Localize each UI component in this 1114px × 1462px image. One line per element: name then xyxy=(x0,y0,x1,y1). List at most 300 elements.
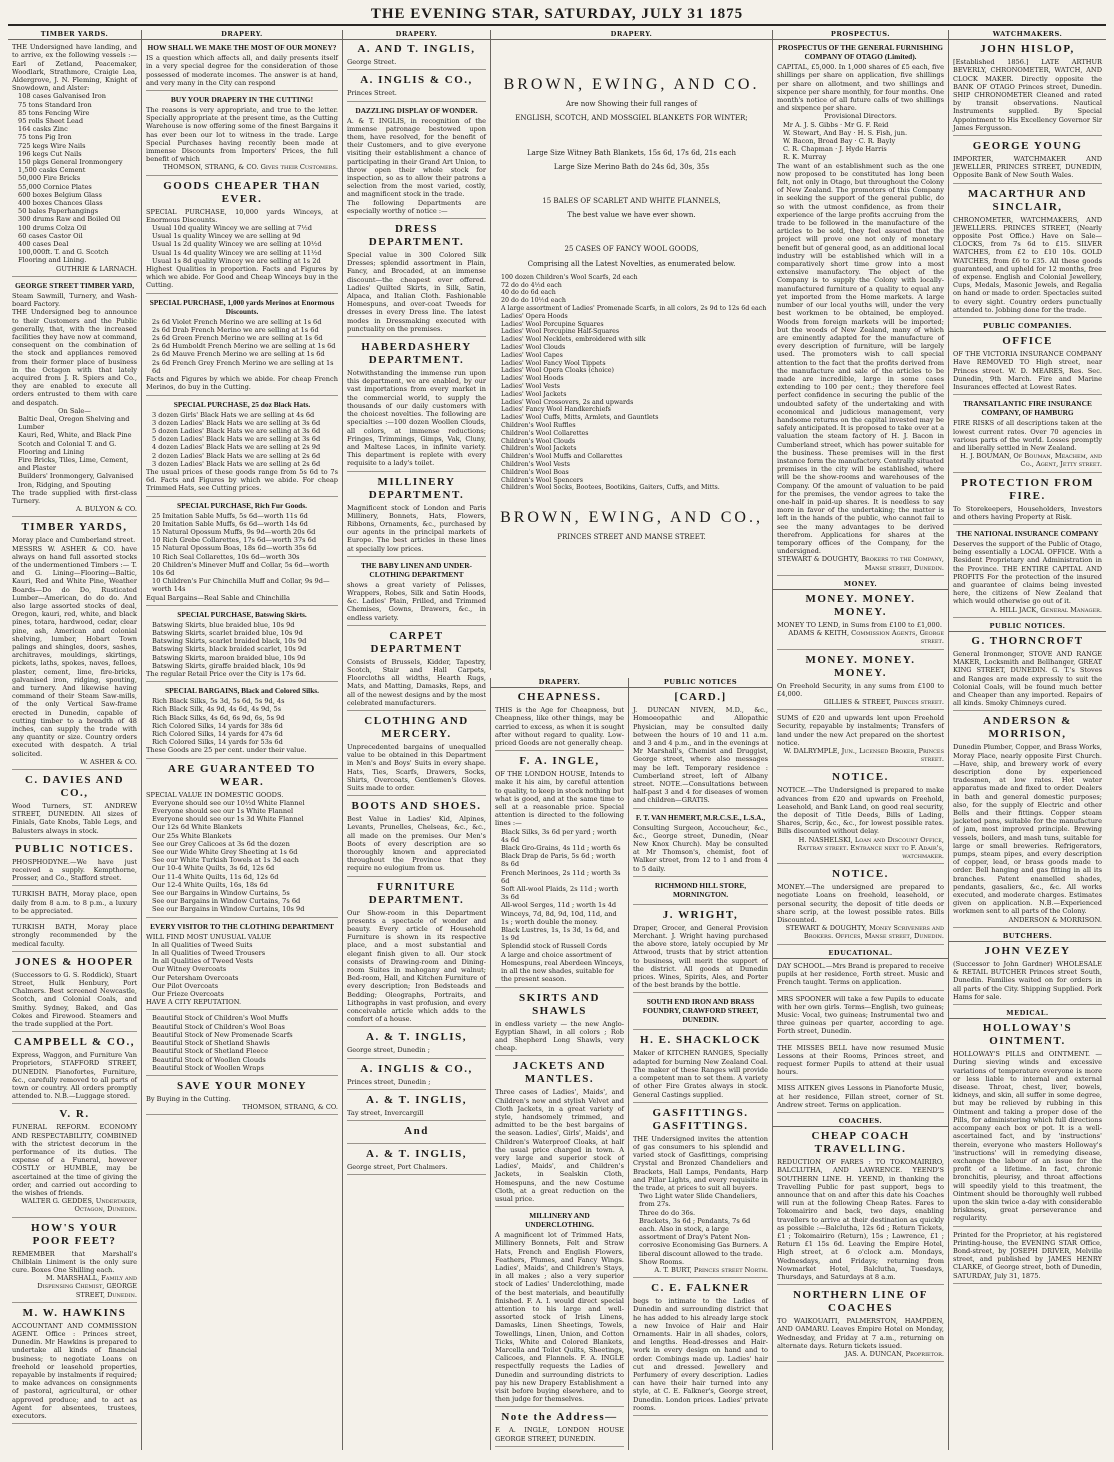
ad-body: THIS is the Age for Cheapness, but Cheapness, like other things, may be carried to excess, as when it is sought after without regard to quality. Low-priced Goods are not generally cheap. xyxy=(495,706,624,748)
section-header: PUBLIC COMPANIES. xyxy=(949,322,1106,332)
ad-title: M. W. HAWKINS xyxy=(22,1306,127,1319)
list-item: 15 Natural Opossum Boas, 18s 6d—worth 35s 6d xyxy=(152,544,317,553)
list-item: Rich Black Silk, 4s 9d, 4s 6d, 4s 9d, 5s xyxy=(152,705,282,714)
list-item: Batswing Skirts, black braided scarlet, 10s 9d xyxy=(152,645,307,654)
ad-body: (Successor to John Gardner) WHOLESALE & RETAIL BUTCHER Princes street South, Dunedin. Families waited on for orders in all parts of the City. Shipping Supplied. Pork Hams for sale. xyxy=(953,960,1102,1001)
ad-block xyxy=(953,140,1102,184)
brown-item: Children's Wool Jackets xyxy=(501,445,577,453)
ad-body: Princes Street. xyxy=(347,89,397,98)
brown-item: 20 do do 10½d each xyxy=(501,297,566,305)
ad-block xyxy=(495,755,624,987)
list-item: 75 tons Pig Iron xyxy=(18,133,72,142)
ad-body: Draper, Grocer, and General Provision Merchant. J. Wright having purchased the above store, lately occupied by Mr Attwood, trusts that by strict attention to business, will merit the support of the district. All goods at Dunedin prices. Wines, Spirits, Ales, and Porter of the best brands by the bottle. xyxy=(633,923,768,990)
list-item: In all Qualities of Tweed Trousers xyxy=(152,949,266,958)
ad-block xyxy=(146,298,338,396)
list-item: Usual 10d quality Wincey we are selling at 7½d xyxy=(152,224,312,233)
column-public-notices xyxy=(628,678,772,1450)
list-item: Our Pilot Overcoats xyxy=(152,981,219,990)
list-item: Everyone should see our 1s 3d White Flannel xyxy=(152,815,304,824)
ad-body: George street, Dunedin ; xyxy=(347,1046,430,1055)
ad-body: J. DUNCAN NIVEN, M.D., &c., Homoeopathic and Allopathic Physician, may be consulted daily between the hours of 10 and 11 a.m. and 3 and 4 p.m., and in the evenings at Mr Marshall's, Chemist and Druggist, George street, where also messages may be left. Temporary residence : Cumberland street, left of Albany street. NOTE.—Consultations between half-past 3 and 4 for diseases of women and children—GRATIS. xyxy=(633,706,768,805)
list-item: 10 Children's Fur Chinchilla Muff and Collar, 9s 9d—worth 14s xyxy=(152,577,330,594)
ad-block xyxy=(12,521,137,770)
list-item: 75 tons Standard Iron xyxy=(18,100,92,109)
ad-title: GOODS CHEAPER THAN EVER. xyxy=(163,179,321,205)
ad-list xyxy=(777,121,944,162)
ad-block xyxy=(146,763,338,918)
ad-title: HOLLOWAY'S OINTMENT. xyxy=(982,1022,1073,1048)
ad-body: MISS AITKEN gives Lessons in Pianoforte Music, at her residence, Fillan street, corner of St. Andrew street. Terms on application. xyxy=(777,1084,944,1109)
ad-title: SPECIAL PURCHASE, Rich Fur Goods. xyxy=(176,500,308,510)
brown-item: Ladies' Wool Necklets, embroidered with silk xyxy=(501,336,646,344)
ad-block xyxy=(495,1060,624,1207)
section-header: WATCHMAKERS. xyxy=(949,30,1106,40)
list-item: Everyone should see our 1s White Flannel xyxy=(152,807,294,816)
ad-title: MILLINERY DEPARTMENT. xyxy=(368,475,465,501)
list-item: Mr A. J. S. Gibbs · Mr G. F. Reid xyxy=(783,120,889,129)
brown-item: Children's Wool Ruffles xyxy=(501,421,576,429)
brown-item: Ladies' Wool Porcupine Squares xyxy=(501,320,604,328)
brown-item: Children's Wool Collarettes xyxy=(501,429,589,437)
ad-block xyxy=(347,476,486,557)
ad-body: ACCOUNTANT AND COMMISSION AGENT. Office : Princes street, Dunedin. Mr Hawkins is prepared to undertake all kinds of financial business; to negotiate Loans on freehold or leasehold properties, repayable by instalments if required; to make advances on consignments of pastoral, agricultural, or other approved produce; and to act as Agent for absentees, trustees, executors. xyxy=(12,1321,137,1421)
list-item: 400 boxes Chances Glass xyxy=(18,199,103,208)
ad-title: TIMBER YARDS, xyxy=(21,521,128,534)
ad-body: Princes street, Dunedin ; xyxy=(347,1077,431,1086)
list-item: 5 dozen Ladies' Black Hats we are selling at 3s 6d xyxy=(152,426,321,435)
section-header: PROSPECTUS. xyxy=(773,30,948,40)
column-header: PUBLIC NOTICES xyxy=(629,678,772,688)
ad-list xyxy=(146,411,338,468)
ad-body: Tay street, Invercargill xyxy=(347,1108,424,1117)
ad-block xyxy=(777,995,944,1040)
ad-body: shows a great variety of Pelisses, Wrappers, Robes, Silk and Satin Hoods, &c. Ladies' Plain, Frilled, and Trimmed Chemises, Gowns, Drawers, &c., in endless variety. xyxy=(347,580,486,622)
ad-body: Deserves the support of the Public of Otago, being essentially a LOCAL OFFICE. With a Resident Proprietary and Administration in the Province. THE ENTIRE CAPITAL AND PROFITS For the protection of the insured and guarantee of claims being invested here, the citizens of New Zealand that which would otherwise go out of it. xyxy=(953,539,1102,606)
ad-body: A magnificent lot of Trimmed Hats, Millinery Bonnets, Felt and Straw Hats, French and English Flowers, Feathers, Plumes, and Fancy Wings. Ladies', Maids', and Children's Stays, in all makes ; also a very superior stock of Ladies' Underclothing, made of the best materials, and beautifully finished. F. A. I. would direct special attention to his large and well-assorted stock of Irish Linens, Damasks, Linen Sheetings, Towels, Towellings, Linen, Union, and Cotton Ticks, White and Colored Blankets, Marcella and Toilet Quilts, Sheetings, Calicoes, and Flannels. F. A. INGLE respectfully requests the Ladies of Dunedin and surrounding districts to pay his new Drapery Establishment a visit before buying elsewhere, and to then judge for themselves. xyxy=(495,1231,624,1404)
ad-block xyxy=(777,1130,944,1285)
brown-header: DRAPERY. xyxy=(491,30,772,40)
ad-title: V. R. xyxy=(59,1108,90,1121)
ad-title: F. A. INGLE, xyxy=(519,755,600,768)
ad-block xyxy=(12,774,137,839)
list-item: Our Witney Overcoats xyxy=(152,965,227,974)
list-item: Three do do 36s. xyxy=(639,1208,696,1217)
ad-title: HOW'S YOUR POOR FEET? xyxy=(30,1221,118,1247)
ad-block xyxy=(633,997,768,1030)
ad-signature: THOMSON, STRANG, & CO. xyxy=(242,1103,338,1112)
brown-item: 40 do do 6d each xyxy=(501,289,556,297)
ad-title: G. THORNCROFT xyxy=(971,634,1084,647)
ad-block xyxy=(347,715,486,796)
list-item: Usual 1s 8d quality Wincey we are selling at 1s 2d xyxy=(152,256,321,265)
ad-signature: WALTER G. GEDDES, Undertaker, Octagon, Dunedin. xyxy=(21,1197,137,1214)
list-item: See our Bargains in Window Curtains, 5s xyxy=(152,889,290,898)
ad-title: SOUTH END IRON AND BRASS FOUNDRY, CRAWFORD STREET, DUNEDIN. xyxy=(642,997,759,1025)
list-item: French Merinoes, 2s 11d ; worth 3s 6d xyxy=(501,868,621,885)
ad-list xyxy=(146,318,338,375)
ad-body: SPECIAL VALUE IN DOMESTIC GOODS. xyxy=(146,790,284,799)
ad-list xyxy=(146,799,338,914)
ad-block xyxy=(347,1125,486,1144)
ad-body: HOLLOWAY'S PILLS and OINTMENT. — During sieving winds and excessive variations of temperature everyone is more or less liable to internal and external disease. Throat, chest, liver, bowels, kidneys, and skin, all suffer in some degree, but may be relieved by rubbing in this Ointment and taking a proper dose of the Pills, for administering which full directions accompany each box or pot. It is a well-ascertained fact, and by 'instructions' therein, everyone who masters Holloway's 'instructions' will in remedying disease, exchange the labour of an issue for the profit of a lifetime. In fact, chronic bronchitis, pleurisy, and throat affections will speedily yield to this treatment, the Ointment should be thoroughly well rubbed upon the skin twice a-day with considerable briskness, great perseverance and regularity. xyxy=(953,1050,1102,1223)
list-item: W. Bacon, Broad Bay · C. R. Bayly xyxy=(783,137,896,146)
ad-body: PHOSPHODYNE.—We have just received a supply. Kempthorne, Prosser, and Co., Stafford street. xyxy=(12,857,137,883)
list-item: Usual 1s quality Wincey we are selling at 9d xyxy=(152,232,301,241)
ad-block xyxy=(777,1044,944,1081)
ad-body: NOTICE.—The Undersigned is prepared to make advances from £20 and upwards on Freehold, Leasehold, and Bank Land, on good real security, the deposit of Title Deeds, Bills of Lading, Shares, Scrip, &c., &c., for lowest possible rates. Bills discounted without delay. xyxy=(777,786,944,836)
ad-body: THE Undersigned invites the attention of gas consumers to his splendid and varied stock of Gasfittings, comprising Crystal and Bronzed Chandeliers and Brackets, Hall Lamps, Pendants, Harp and Pillar Lights, and every requisite in the trade, at prices to suit all buyers. xyxy=(633,1134,768,1192)
ad-body: SPECIAL PURCHASE, 10,000 yards Winceys, at Enormous Discounts. xyxy=(146,207,338,224)
ad-block xyxy=(777,771,944,864)
ad-body: Maker of KITCHEN RANGES, Specially adapted for burning New Zealand Coal. The maker of these Ranges will provide a competent man to set them. A variety of other Fire Grates always in stock. General Castings supplied. xyxy=(633,1049,768,1099)
list-item: 300 drums Raw and Boiled Oil xyxy=(18,215,121,224)
list-item: 100 drums Colza Oil xyxy=(18,223,87,232)
ad-body: REMEMBER that Marshall's Chilblain Liniment is the only sure cure. Boxes One Shilling each. xyxy=(12,1249,137,1274)
ad-body: Unprecedented bargains of unequalled value to be obtained in this Department in Men's and Boys' Suits in every shape. Hats, Ties, Scarfs, Drawers, Socks, Shirts, Overcoats, Gentlemen's Gloves. Suits made to order. xyxy=(347,742,486,792)
ad-block xyxy=(777,868,944,944)
ad-block xyxy=(347,1094,486,1121)
ad-block xyxy=(633,881,768,905)
ad-title: THE NATIONAL INSURANCE COMPANY xyxy=(956,528,1099,538)
ad-signature: A. HILL JACK, General Manager. xyxy=(990,605,1102,614)
ad-block xyxy=(146,1080,338,1115)
ad-body: Express, Waggon, and Furniture Van Proprietors, STAFFORD STREET, DUNEDIN. Pianofortes, Furniture, &c., carefully removed to all parts of town or country. All orders promptly attended to. N.B.—Luggage stored. xyxy=(12,1051,137,1101)
ad-title: A. & T. INGLIS, xyxy=(366,1093,467,1106)
list-item: Usual 1s 2d quality Wincey we are selling at 10½d xyxy=(152,240,322,249)
ad-signature: JAS. A. DUNCAN, Proprietor. xyxy=(844,1350,944,1358)
ad-body: Consists of Brussels, Kidder, Tapestry, Scotch, Stair and Hall Carpets, Floorcloths all widths, Hearth Rugs, Mats, and Matting, Damasks, Reps, and all of the newest designs and by the most celebrated manufacturers. xyxy=(347,657,486,707)
ad-title: SPECIAL PURCHASE, Batswing Skirts. xyxy=(177,609,307,619)
ad-signature: ADAMS & KEITH, Commission Agents, George street. xyxy=(788,629,944,646)
list-item: Beautiful Stock of Woollen Clouds xyxy=(152,1055,266,1064)
ad-body: A. & T. INGLIS, in recognition of the immense patronage bestowed upon them, have resolved, for the benefit of their Customers, and to give everyone visiting their establishment a chance of participating in their Grand Art Union, to throw open their whole stock for inspection, so as to allow their patrons a selection from the most varied, costly, and magnificent stock in the trade. xyxy=(347,116,486,199)
column-watchmakers xyxy=(948,30,1106,1450)
list-item: Beautiful Stock of Children's Wool Muffs xyxy=(152,1014,288,1023)
ad-body: WILL FIND MOST UNUSUAL VALUE xyxy=(146,932,272,941)
list-item: 10 Rich Grebe Collarettes, 17s 6d—worth 37s 6d xyxy=(152,536,317,545)
brown-item: Children's Wool Socks, Bootees, Bootikins, Gaiters, Cuffs, and Mitts. xyxy=(501,484,720,492)
ad-body: TURKISH BATH, Moray place strongly recommended by the medical faculty. xyxy=(12,923,137,948)
ad-block xyxy=(347,1063,486,1090)
ad-body: George Street. xyxy=(347,58,397,67)
brown-title: BROWN, EWING, AND CO. xyxy=(503,76,760,94)
ad-block xyxy=(953,1022,1102,1226)
ad-block xyxy=(633,1107,768,1278)
ad-title: SKIRTS AND SHAWLS xyxy=(519,991,600,1017)
ad-block xyxy=(347,106,486,219)
ad-title: JOHN VEZEY xyxy=(984,945,1071,958)
ad-block xyxy=(953,399,1102,472)
list-item: 20 Imitation Sable Muffs, 6s 6d—worth 14s 6d xyxy=(152,519,308,528)
ad-block xyxy=(633,909,768,994)
list-item: Batswing Skirts, scarlet braided black, 10s 9d xyxy=(152,637,307,646)
ad-block xyxy=(347,800,486,876)
brown-item: Ladies' Wool Capes xyxy=(501,351,563,359)
list-item: Usual 1s 4d quality Wincey we are selling at 11½d xyxy=(152,248,322,257)
brown-lead: Are now Showing their full ranges of xyxy=(565,100,698,109)
ad-body: SUMS of £20 and upwards lent upon Freehold Security, repayable by instalments; Transfers of land under the new Act prepared on the shortest notice. xyxy=(777,714,944,747)
list-item: In all Qualities of Tweed Vests xyxy=(152,957,254,966)
ad-title: A. & T. INGLIS, xyxy=(366,1148,467,1161)
list-item: Baltic Deal, Oregon Shelving and Lumber xyxy=(18,414,130,432)
brown-item: 100 dozen Children's Wool Scarfs, 2d each xyxy=(501,273,638,281)
list-item: 108 cases Galvanised Iron xyxy=(18,92,106,101)
list-item: Batswing Skirts, blue braided blue, 10s 9d xyxy=(152,620,295,629)
ad-title: JOHN HISLOP, xyxy=(980,43,1075,56)
list-item: See our Wide White Grey Sheeting at 1s 6d xyxy=(152,848,298,857)
list-item: Rich Colored Silks, 14 yards for 53s 6d xyxy=(152,738,283,747)
brown-fancy-sub: Comprising all the Latest Novelties, as enumerated below. xyxy=(527,259,736,268)
list-item: Winceys, 7d, 8d, 9d, 10d, 11d, and 1s ; worth double the money. xyxy=(501,909,617,926)
ad-title: CHEAP COACH TRAVELLING. xyxy=(811,1130,910,1156)
ad-signature: THOMSON, STRANG, & CO. Gives their Customers. xyxy=(162,163,338,172)
ad-note: HAVE A CITY REPUTATION. xyxy=(146,998,242,1007)
brown-address: PRINCES STREET AND MANSE STREET. xyxy=(557,533,706,542)
ad-body: Three cases of Ladies', Maids', and Children's new and stylish Velvet and Cloth Jackets, in a great variety of style, handsomely trimmed, and admitted to be the best bargains of the season. Ladies', Girls', Maids', and Children's Waterproof Cloaks, at half the usual price charged in town. A very large and superior stock of Ladies', Maids', and Children's Jackets, in Sealskin Cloth, Homespuns, and the new Costume Cloth, at a great reduction on the usual price. xyxy=(495,1088,624,1203)
ad-title: CLOTHING AND MERCERY. xyxy=(364,714,469,740)
ad-title: A. INGLIS & CO., xyxy=(360,1062,473,1075)
ad-note: The usual prices of these goods range from 5s 6d to 7s 6d. Facts and Figures by which we abide. For cheap Trimmed Hats, see Cutting prices. xyxy=(146,467,338,493)
ad-block xyxy=(146,501,338,606)
ad-body: TURKISH BATH, Moray place, open daily from 8 a.m. to 8 p.m., a luxury to be appreciated. xyxy=(12,890,137,915)
list-item: See our Bargains in Window Curtains, 7s 6d xyxy=(152,897,301,906)
section-header: MONEY. xyxy=(773,580,948,590)
brown-item: Ladies' Wool Porcupine Half-Squares xyxy=(501,328,620,336)
ad-block xyxy=(146,400,338,497)
ad-title: CARPET DEPARTMENT xyxy=(370,629,463,655)
ad-block xyxy=(633,1282,768,1416)
list-item: Rich Colored Silks, 14 yards for 38s 6d xyxy=(152,721,283,730)
ad-title: Note the Address— xyxy=(501,1411,618,1424)
list-item: See our Grey Calicoes at 3s 6d the dozen xyxy=(152,839,290,848)
ad-title: [CARD.] xyxy=(674,691,727,704)
list-item: 50,000 Fire Bricks xyxy=(18,174,81,183)
ad-body: CHRONOMETER, WATCHMAKERS, AND JEWELLERS. PRINCES STREET, (Nearly opposite Post Office.) Have on Sale— CLOCKS, from 7s 6d to £15. SILVER WATCHES, from £2 to £10 10s. GOLD WATCHES, from £6 to £35. All these goods guaranteed, and upheld for 12 months, free of expense. English and Colonial Jewellery, Cups, Medals, Masonic Jewels, and Regalia on hand or made to order. Spectacles suited to every sight. Country orders punctually attended to. Jobbing done for the trade. xyxy=(953,215,1102,314)
ad-body: George street, Port Chalmers. xyxy=(347,1163,448,1172)
ad-title: A. & T. INGLIS, xyxy=(366,1031,467,1044)
ad-body: DAY SCHOOL.—Mrs Brand is prepared to receive pupils at her residence, Forth street. Music and French taught. Terms on application. xyxy=(777,961,944,987)
ad-body: REDUCTION OF FARES : TO TOKOMAIRIRO, BALCLUTHA, AND LAWRENCE. YEEND'S SOUTHERN LINE. H. YEEND, in thanking the Travelling Public for past support, begs to announce that on and after this date his Coaches will run at the following Cheap Rates. Fares to Tokomairiro and back, two days, enabling travellers to arrive at their destination as quickly as possible :—Balclutha, 12s 6d ; Return Tickets, £1 ; Tokomairiro (Return), 15s ; Lawrence, £1 ; Return £1 15s 6d. Leaving the Empire Hotel, High street, at 6 o'clock a.m. Mondays, Wednesdays, and Fridays; returning from Nowmarket Hotel, Balclutha, Tuesdays, Thursdays, and Saturdays at 8 a.m. xyxy=(777,1158,944,1281)
list-item: 725 kegs Wire Nails xyxy=(18,141,86,150)
list-item: 600 boxes Belgium Glass xyxy=(18,190,102,199)
list-item: 3 dozen Girls' Black Hats we are selling at 4s 6d xyxy=(152,410,315,419)
brown-ewing-ad xyxy=(490,30,772,670)
ad-title: GEORGE STREET TIMBER YARD, xyxy=(14,280,135,290)
list-item: 3 dozen Ladies' Black Hats we are selling at 2s 6d xyxy=(152,459,321,468)
ad-body: OF THE VICTORIA INSURANCE COMPANY Have REMOVED TO High street, near Princes street. W. D. MEARES, Res. Sec. Dunedin, 9th March. Fire and Marine Insurances effected at Lowest Rates. xyxy=(953,350,1102,392)
ad-block xyxy=(347,341,486,471)
list-item: 2 dozen Ladies' Black Hats we are selling at 2s 6d xyxy=(152,451,321,460)
list-item: 164 casks Zinc xyxy=(18,125,68,134)
ad-title: BUY YOUR DRAPERY IN THE CUTTING! xyxy=(170,95,314,105)
ad-block xyxy=(953,335,1102,395)
ad-body: Magnificent stock of London and Paris Millinery, Bonnets, Hats, Flowers, Ribbons, Ornaments, &c., purchased by our agents in the principal markets of Europe. The best articles in these lines at specially low prices. xyxy=(347,503,486,553)
list-item: 25 Imitation Sable Muffs, 5s 6d—worth 11s 6d xyxy=(152,511,308,520)
ad-body: THE Undersigned beg to announce to their Customers and the Public generally, that, with the increased facilities they have now at command, consequent on the combination of the stock and appliances removed from their former place of business in the Octagon with that lately acquired from J. R. Spiers and Co., they are enabled to execute all orders entrusted to them with care and despatch. xyxy=(12,308,137,407)
column-timber xyxy=(8,30,141,1450)
ad-block xyxy=(347,1148,486,1175)
ad-body: TO WAIKOUAITI, PALMERSTON, HAMPDEN, AND OAMARU. Leaves Empire Hotel on Monday, Wednesday, and Friday at 7 a.m., returning on alternate days. Return tickets issued. xyxy=(777,1317,944,1350)
brown-line-3: Large Size Merino Bath do 24s 6d, 30s, 35s xyxy=(553,162,710,171)
ad-block xyxy=(146,686,338,758)
ad-list xyxy=(495,828,624,984)
column-drapery-2 xyxy=(342,30,490,1450)
ad-body: (Successors to G. S. Roddick), Stuart Street, Hulk Henbury, Port Chalmers. Best screened Newcastle, Scotch, and Colonial Coals, and Smithy. Sydney, Baked, and Gas Cokes and Firewood. Steamers and the trade supplied at the Port. xyxy=(12,970,137,1028)
ad-title: JONES & HOOPER xyxy=(15,955,134,968)
brown-item: Children's Wool Muffs and Collarettes xyxy=(501,453,623,461)
ad-body: Our Show-room in this Department presents a spectacle of wonder and beauty. Every article of Household Furniture is shown in its respective place, and a most substantial and elegant finish given to all. Our stock consists of Drawing-room and Dining-room Suites in mahogany and walnut; Bed-room, Hall, and Kitchen Furniture of every description; Iron Bedsteads and Bedding; Oleographs, Portraits, and Lithographs in vast profusion, and every conceivable article which adds to the comfort of a house. xyxy=(347,908,486,1024)
columns xyxy=(8,30,1106,1450)
list-item: 3 dozen Ladies' Black Hats we are selling at 3s 6d xyxy=(152,418,321,427)
ad-list xyxy=(146,1014,338,1071)
ad-signature: STEWART & DOUGHTY, Brokers to the Company, Manse street, Dunedin. xyxy=(777,555,944,572)
list-item: Our 25s White Blankets xyxy=(152,831,232,840)
ad-block xyxy=(146,1014,338,1075)
ad-title: RICHMOND HILL STORE, MORNINGTON. xyxy=(654,880,747,899)
list-item: Our 11-4 White Quilts, 11s 6d, 12s 6d xyxy=(152,872,279,881)
list-item: 2s 6d French Grey French Merino we are selling at 1s 6d xyxy=(152,358,334,375)
ad-block xyxy=(495,1211,624,1407)
ad-title: FURNITURE DEPARTMENT. xyxy=(368,880,465,906)
list-item: 50 bales Paperhangings xyxy=(18,207,99,216)
brown-item: A large assortment of Ladies' Promenade Scarfs, in all colors, 2s 9d to 12s 6d each xyxy=(501,305,767,313)
ad-signature: H. NASHELSKI, Loan and Discount Office, Rattray street. Entrance next to F. Adair's, watchmaker. xyxy=(797,835,944,861)
brown-item: 72 do do 4½d each xyxy=(501,281,562,289)
ad-block xyxy=(953,635,1102,711)
list-item: Beautiful Stock of Shetland Shawls xyxy=(152,1039,270,1048)
ad-block xyxy=(633,691,768,808)
ad-title: MONEY. MONEY. MONEY. xyxy=(805,653,916,679)
list-item: Black Gro-Grains, 4s 11d ; worth 6s xyxy=(501,844,621,853)
list-item: 2s 6d Mauve French Merino we are selling at 1s 6d xyxy=(152,350,325,359)
column-prospectus xyxy=(772,30,948,1450)
list-item: Our Frieze Overcoats xyxy=(152,990,224,999)
ad-body: THE MISSES BELL have now resumed Music Lessons at their Rooms, Princes street, and request former Pupils to attend at their usual hours. xyxy=(777,1043,944,1077)
list-item: Rich Black Silks, 5s 3d, 5s 6d, 5s 9d, 4s xyxy=(152,697,285,706)
ad-title: MACARTHUR AND SINCLAIR, xyxy=(967,187,1088,213)
ad-title: DRESS DEPARTMENT. xyxy=(368,223,465,249)
ad-block xyxy=(12,43,137,277)
ad-block xyxy=(12,1036,137,1104)
list-item: 4 dozen Ladies' Black Hats we are selling at 2s 9d xyxy=(152,443,321,452)
list-item: Our 10-4 White Quilts, 3s 6d, 12s 6d xyxy=(152,864,275,873)
list-item: Beautiful Stock of New Promenade Scarfs xyxy=(152,1030,293,1039)
list-item: Fire Bricks, Tiles, Lime, Cement, and Plaster xyxy=(18,455,129,473)
brown-item: Ladies' Wool Vests xyxy=(501,382,561,390)
ad-title: SPECIAL PURCHASE, 25 doz Black Hats. xyxy=(173,399,311,409)
list-item: 2s 6d Drab French Merino we are selling at 1s 6d xyxy=(152,325,319,334)
ad-block xyxy=(146,43,338,91)
list-item: Black Drap de Paris, 5s 6d ; worth 8s 6d xyxy=(501,852,616,869)
section-header: MEDICAL. xyxy=(949,1009,1106,1019)
ad-note: The want of an establishment such as the one now proposed to be constituted has long been felt, not only in Otago, but throughout the Colony of New Zealand. The promoters of this Company in seeking the support of the general public, do so with the utmost confidence, as from their experience of the large profits accruing from the trade to be followed in the manufacture of the articles to be sold, they feel assured that the project will prove one not only of monetary benefit but of general good, as an additional local industry will be established which will in a comparatively short time grow into a most extensive manufactory. The object of the Company is to supply the Colony with locally-manufactured furniture of a quality to equal any yet imported from the Home markets. A large number of our local youths will, under the very best workmen to be obtained, be employed. Woods from foreign markets will be imported; but the woods of New Zealand, many of which are eminently adapted for the manufacture of every description of furniture, will be largely used. The promoters wish to call special attention to the fact that the profits derived from the manufacture and sale of the articles to be made are incredible, large in some cases extending to 100 per cent.; they therefore feel perfect confidence in securing the public of the undoubted safety of the undertaking and with economical and judicious management, very handsome returns on the capital invested may be safely anticipated. It is proposed to take over at a valuation the steam factory of H. J. Bacon in Cumberland street, which has power suitable for the business. These premises will in the first instance form the manufactory. Centrally situated premises in the city will be established, where will be the show-rooms and warehouses of the Company. Of the amount of valuation to be paid for the premises, the vendor agrees to take the one-half in paid-up shares. It is needless to say more in favor of the undertaking; the matter is left in the hands of the public, who cannot fail to see the many advantages to be derived therefrom. Applications for shares at the temporary offices of the Company, for the undersigned. xyxy=(777,161,944,556)
ad-body: The following Departments are especially worthy of notice :— xyxy=(347,198,486,215)
ad-subhead: On Sale— xyxy=(58,406,91,415)
ad-list xyxy=(146,621,338,670)
list-item: Builders' Ironmongery, Galvanised Iron, Ridging, and Spouting xyxy=(18,472,134,489)
list-item: In all Qualities of Tweed Suits xyxy=(152,940,253,949)
ad-title: A. INGLIS & CO., xyxy=(360,74,473,87)
ad-signature: W. DALRYMPLE, Jun., Licensed Broker, Princes street. xyxy=(783,747,944,764)
ad-body: MONEY TO LEND, in Sums from £100 to £1,000. xyxy=(777,621,942,629)
list-item: Our 12-4 White Quilts, 16s, 18s 6d xyxy=(152,880,268,889)
list-item: Beautiful Stock of Children's Wool Boas xyxy=(152,1022,285,1031)
ad-title: NOTICE. xyxy=(832,868,889,881)
list-item: Rich Colored Silks, 14 yards for 47s 6d xyxy=(152,730,283,738)
ad-block xyxy=(12,1307,137,1424)
ad-body: On Freehold Security, in any sums from £100 to £4,000. xyxy=(777,681,944,698)
ad-note: Facts and Figures by which we abide. For cheap French Merinos, do buy in the Cutting. xyxy=(146,375,338,392)
ad-block xyxy=(347,630,486,711)
brown-item: Ladies' Wool Cuffs, Mitts, Armlets, and Gauntlets xyxy=(501,414,659,422)
ad-title: MONEY. MONEY. MONEY. xyxy=(805,593,916,618)
list-item: 2s 6d Violet French Merino we are selling at 1s 6d xyxy=(152,317,322,326)
brown-flannels-sub: The best value we have ever shown. xyxy=(567,211,696,220)
ad-block xyxy=(777,593,944,650)
brown-line-1: ENGLISH, SCOTCH, AND MOSSGIEL BLANKETS FOR WINTER; xyxy=(515,114,748,123)
list-item: 150 pkgs General Ironmongery xyxy=(18,158,123,167)
ad-body: Notwithstanding the immense run upon this department, we are enabled, by our vast importations from every market in the commercial world, to supply the thousands of our daily customers with the choicest novelties. The following are specialties :—100 dozen Woollen Clouds, all colors, at immense reductions; Fringes, Trimmings, Gimps, Vak, Cluny, and Maltese Laces, in infinite variety. This department is replete with every requisite to a lady's toilet. xyxy=(347,369,486,468)
ad-note: Equal Bargains—Real Sable and Chinchilla xyxy=(146,593,290,602)
section-header: BUTCHERS. xyxy=(949,932,1106,942)
ad-block xyxy=(777,714,944,767)
list-item: 2s 6d Humboldt French Merino we are selling at 1s 6d xyxy=(152,342,336,351)
ad-block xyxy=(777,1289,944,1362)
column-drapery-1 xyxy=(141,30,342,1450)
list-item: Our 12s 6d White Blankets xyxy=(152,823,243,832)
ad-block xyxy=(12,923,137,952)
ad-block xyxy=(953,43,1102,136)
ad-title: GASFITTINGS. GASFITTINGS. xyxy=(652,1106,749,1132)
ad-signature: GUTHRIE & LARNACH. xyxy=(56,264,137,273)
ad-title: H. E. SHACKLOCK xyxy=(640,1034,761,1047)
ad-block xyxy=(347,43,486,70)
ad-title: DAZZLING DISPLAY OF WONDER. xyxy=(355,105,478,115)
list-item: 55,000 Cornice Plates xyxy=(18,182,92,191)
masthead-rule xyxy=(8,24,1106,26)
ad-signature: STEWART & DOUGHTY, Money Scriveners and Brokers. Offices, Manse street, Dunedin. xyxy=(785,924,944,941)
list-item: R. K. Murray xyxy=(783,153,827,162)
ad-note: The trade supplied with first-class Turnery. xyxy=(12,488,137,505)
ad-body: MONEY.—The undersigned are prepared to negotiate Loans on freehold, leasehold, or personal security, the deposit of title deeds or share scrip, at the lowest possible rates. Bills Discounted. xyxy=(777,883,944,925)
ad-title: CAMPBELL & CO., xyxy=(14,1036,135,1049)
ad-title: A. AND T. INGLIS, xyxy=(357,43,476,56)
ad-body: F. A. INGLE, LONDON HOUSE GEORGE STREET, DUNEDIN. xyxy=(495,1426,624,1443)
ad-body: begs to intimate to the Ladies of Dunedin and surrounding district that he has added to his already large stock a new Invoice of Hair and Hair Ornaments. Hair in all shades, colors, and lengths. Head-dresses and Hair-work in every design on hand and to order. Combings made up. Ladies' hair cut and dressed. Jewellery and Perfumery of every description. Ladies can have their hair turned into any style, at C. E. Falkner's, George street, Dunedin. London prices. Ladies' private rooms. xyxy=(633,1297,768,1412)
list-item: Scotch and Colonial T. and G. Flooring and Lining xyxy=(18,439,117,456)
ad-block xyxy=(347,223,486,337)
ad-title: NOTICE. xyxy=(832,771,889,784)
ad-list xyxy=(12,415,137,489)
list-item: 15 Natural Opossum Muffs, 9s 9d—worth 20s 6d xyxy=(152,527,316,536)
column-header: DRAPERY. xyxy=(491,678,628,688)
brown-item: Children's Wool Clouds xyxy=(501,437,576,445)
ad-body: IMPORTER, WATCHMAKER AND JEWELLER, PRINCES STREET, DUNEDIN, Opposite Bank of New South Wales. xyxy=(953,155,1102,180)
ad-body: [Established 1856.] LATE ARTHUR BEVERLY, CHRONOMETER, WATCH, AND CLOCK MAKER. Directly opposite the BANK OF OTAGO Princes street, Dunedin. SHIP CHRONOMETER Cleaned and rated by transit observations. Nautical Instruments supplied. By Special Appointment to His Excellency Governor Sir James Fergusson. xyxy=(953,58,1102,132)
list-item: See our White Turkish Towels at 1s 3d each xyxy=(152,856,299,865)
list-item: Two Light water Slide Chandeliers, from 27s. xyxy=(639,1192,758,1209)
ad-note: The regular Retail Price over the City is 17s 6d. xyxy=(146,669,306,678)
ad-body: MESSRS W. ASHER & CO. have always on hand full assorted stocks of the undermentioned Timbers :— T. and G. Lining—Flooring—Baltic, Kauri, Red and White Pine, Weather Boards—Do do Do, Rusticated Lumber—American, do do do. And also large assorted stocks of deal, Oregon, kauri, red, white, and black pines, totara, hardwood, cedar, clear pine, ash, American and colonial shelving, lumber, Hobart Town palings and shingles, doors, sashes, architraves, mouldings, skirtings, pickets, laths, spokes, naves, felloes, plaster, cement, lime, fire-bricks, galvanised iron, ridging, spouting, and turnery. And likewise having command of their Steam Saw-mills, of the only Vertical Saw-frame erected in Dunedin, capable of cutting timber to a breadth of 48 inches, can supply the trade with any quantity or size. Country orders executed with despatch. A trial solicited. xyxy=(12,544,137,758)
ad-title: MILLINERY AND UNDERCLOTHING. xyxy=(525,1211,594,1230)
ad-signature: M. MARSHALL, Family and Dispensing Chemist, GEORGE STREET, Dunedin. xyxy=(37,1274,137,1299)
ad-block xyxy=(12,956,137,1032)
list-item: C. R. Chapman · J. Hyde Harris xyxy=(783,145,887,154)
brown-item: Ladies' Wool Jackets xyxy=(501,390,567,398)
ad-body: MRS SPOONER will take a few Pupils to educate with her own girls. Terms—English, two guineas; Music: Vocal, two guineas; Instrumental two and three guineas per quarter, according to age. Forth street, Dunedin. xyxy=(777,994,944,1036)
ad-block xyxy=(953,477,1102,525)
section-header: EDUCATIONAL. xyxy=(773,949,948,959)
